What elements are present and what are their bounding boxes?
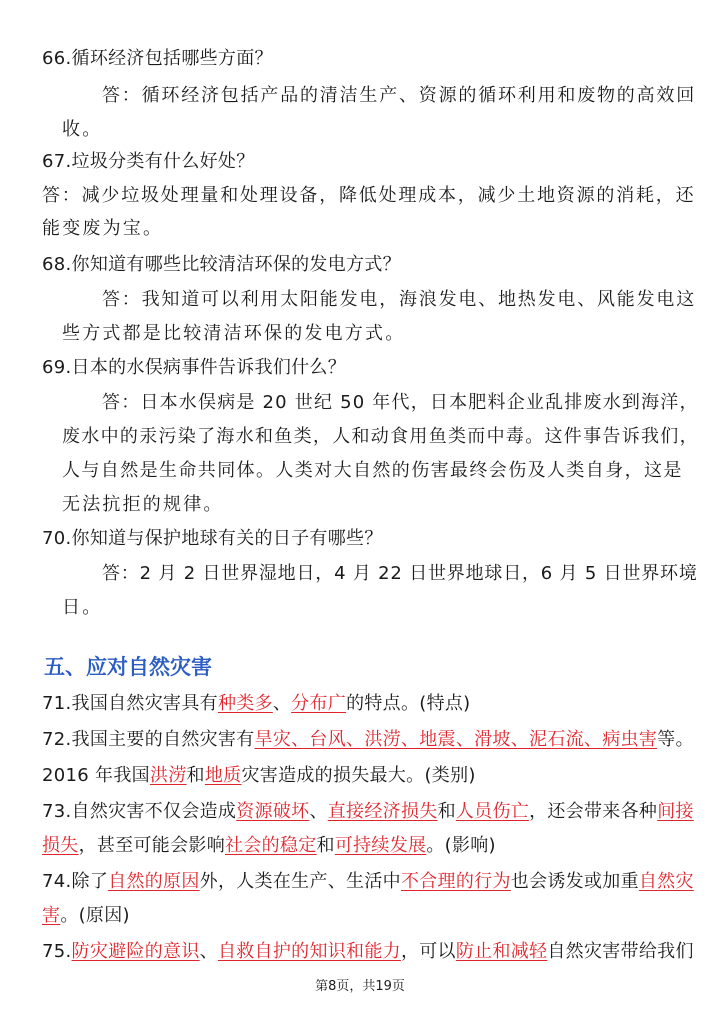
item-74-continued [42, 903, 130, 929]
item-75-mid1: ，可以 [400, 941, 456, 962]
item-73-prefix: 73.自然灾害不仅会造成 [42, 801, 237, 822]
item-73-mid2: ，还会带来各种 [529, 801, 658, 822]
item-75 [42, 939, 694, 965]
item-73b-mid2: 和 [316, 835, 335, 856]
highlight-disaster-types: 旱灾、台风、洪涝、地震、滑坡、泥石流、病虫害 [254, 729, 658, 750]
question-69: 69.日本的水俣病事件告诉我们什么？ [42, 357, 347, 378]
answer-67-line-2: 能变废为宝。 [42, 218, 164, 239]
item-72 [42, 727, 694, 753]
item-71 [42, 691, 471, 717]
highlight-flood: 洪涝 [149, 765, 187, 786]
page-number: 第8页，共19页 [315, 979, 405, 994]
highlight-casualties: 人员伤亡 [455, 801, 530, 822]
highlight-direct-economic-loss: 直接经济损失 [327, 801, 438, 822]
highlight-self-rescue-knowledge: 自救自护的知识和能力 [217, 941, 401, 962]
answer-70-line-1: 答：2 月 2 日世界湿地日，4 月 22 日世界地球日，6 月 5 日世界环境 [102, 563, 698, 584]
question-67: 67.垃圾分类有什么好处？ [42, 151, 255, 172]
item-72-prefix: 72.我国主要的自然灾害有 [42, 729, 255, 750]
item-73 [42, 799, 694, 825]
item-72b-mid: 和 [186, 765, 205, 786]
item-73b-mid1: ，甚至可能会影响 [78, 835, 226, 856]
item-73-sep: 、 [309, 801, 328, 822]
highlight-sustainable-development: 可持续发展 [334, 835, 427, 856]
answer-69-line-3: 人与自然是生命共同体。人类对大自然的伤害最终会伤及人类自身，这是 [62, 460, 683, 481]
highlight-unreasonable-behavior: 不合理的行为 [400, 871, 511, 892]
answer-68-line-2: 些方式都是比较清洁环保的发电方式。 [62, 323, 406, 344]
highlight-disaster-prevention-awareness: 防灾避险的意识 [71, 941, 200, 962]
item-75-prefix: 75. [42, 941, 72, 962]
highlight-loss: 损失 [42, 835, 79, 856]
answer-69-line-4: 无法抗拒的规律。 [62, 494, 224, 515]
highlight-natural-disaster-start: 自然灾 [638, 871, 694, 892]
highlight-social-stability: 社会的稳定 [225, 835, 317, 856]
answer-69-line-2: 废水中的汞污染了海水和鱼类，人和动食用鱼类而中毒。这件事告诉我们， [62, 426, 699, 447]
item-73-mid1: 和 [437, 801, 456, 822]
item-72b-prefix: 2016 年我国 [42, 765, 150, 786]
item-71-prefix: 71.我国自然灾害具有 [42, 693, 218, 714]
answer-70-line-2: 日。 [62, 597, 103, 618]
item-74-prefix: 74.除了 [42, 871, 109, 892]
highlight-indirect: 间接 [657, 801, 694, 822]
item-72b-suffix: 灾害造成的损失最大。(类别) [241, 765, 476, 786]
item-74 [42, 869, 694, 895]
section-title: 五、应对自然灾害 [44, 655, 212, 679]
answer-67-line-1: 答：减少垃圾处理量和处理设备，降低处理成本，减少土地资源的消耗，还 [42, 185, 696, 206]
question-68: 68.你知道有哪些比较清洁环保的发电方式？ [42, 254, 401, 275]
answer-66-line-2: 收。 [62, 119, 103, 140]
highlight-geological: 地质 [204, 765, 242, 786]
highlight-widely-distributed: 分布广 [291, 693, 347, 714]
answer-69-line-1: 答：日本水俣病是 20 世纪 50 年代，日本肥料企业乱排废水到海洋， [102, 392, 699, 413]
item-73-continued [42, 833, 496, 859]
item-73b-suffix: 。(影响) [426, 835, 496, 856]
answer-68-line-1: 答：我知道可以利用太阳能发电，海浪发电、地热发电、风能发电这 [102, 289, 696, 310]
item-75-sep: 、 [199, 941, 218, 962]
highlight-natural-causes: 自然的原因 [108, 871, 200, 892]
item-71-suffix: 的特点。(特点) [346, 693, 471, 714]
highlight-natural-disaster-end: 害 [42, 905, 61, 926]
highlight-kinds-many: 种类多 [217, 693, 273, 714]
item-72-suffix: 等。 [657, 729, 694, 750]
highlight-resource-damage: 资源破坏 [236, 801, 310, 822]
item-75-suffix: 自然灾害带给我们 [547, 941, 694, 962]
item-74-mid1: 外，人类在生产、生活中 [199, 871, 401, 892]
item-72-continued [42, 763, 476, 789]
item-74b-suffix: 。(原因) [60, 905, 130, 926]
answer-66-line-1: 答：循环经济包括产品的清洁生产、资源的循环利用和废物的高效回 [102, 85, 696, 106]
question-66: 66.循环经济包括哪些方面？ [42, 48, 273, 69]
item-71-sep: 、 [272, 693, 292, 714]
highlight-prevent-and-reduce: 防止和减轻 [455, 941, 548, 962]
question-70: 70.你知道与保护地球有关的日子有哪些？ [42, 528, 383, 549]
item-74-mid2: 也会诱发或加重 [510, 871, 639, 892]
